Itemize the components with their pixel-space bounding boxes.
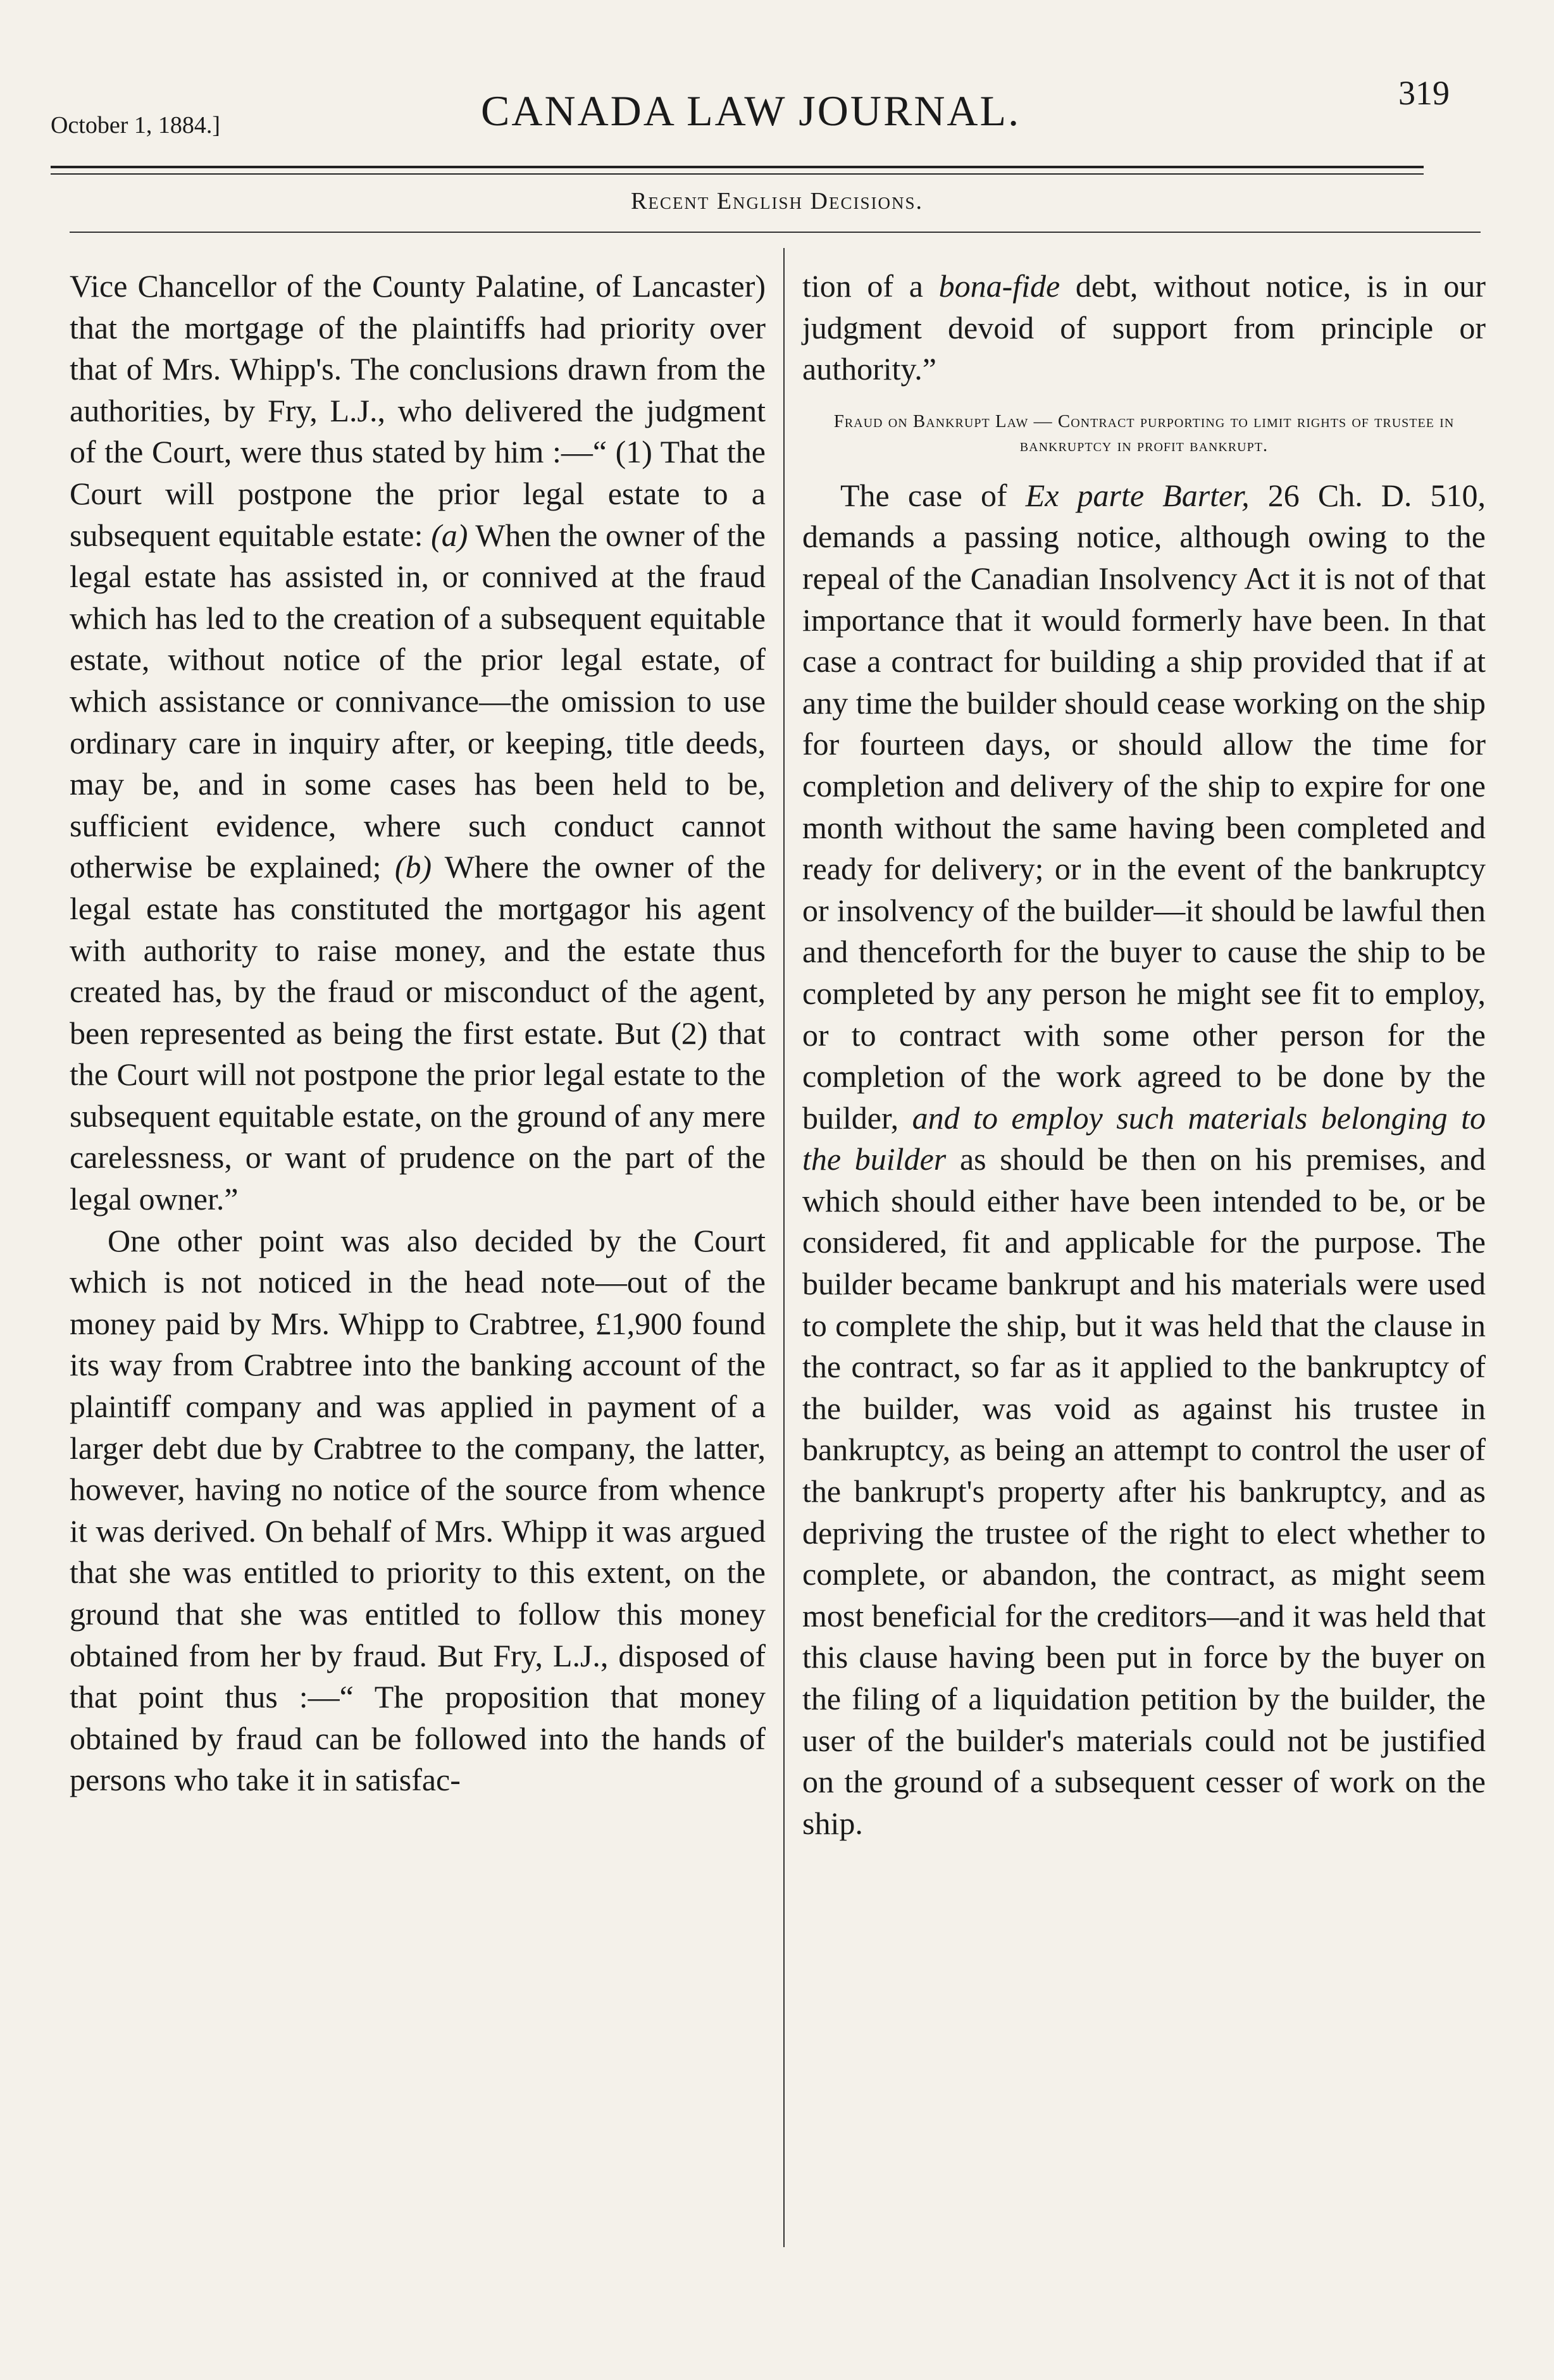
journal-title: CANADA LAW JOURNAL. [481,87,1021,135]
left-p1-mark-a: (a) [431,517,468,553]
header-date: October 1, 1884.] [51,112,221,139]
page-number: 319 [1398,74,1450,112]
right-p1-text-b: debt, without notice, is in our judgment devoid of support from principle or authority.” [802,268,1486,387]
section-title: Recent English Decisions. [631,188,923,214]
right-p1-italic: bona-fide [938,268,1060,304]
left-p1-mark-b: (b) [394,849,432,885]
column-divider [783,248,785,2247]
right-p2-italic: and to employ such materials belonging to the builder [802,1100,1486,1177]
section-rule [70,232,1481,233]
right-p2-text-a: The case of [840,477,1026,513]
left-p1-text-b: When the owner of the legal estate has assisted in, or connived at the fraud which has led to the creation of a subsequent equitable estate, without notice of the prior legal estate, of which assistance or connivance—the omission to use ordinary care in inquiry after, or keeping, title deeds, may be, and in some cases has been held to be, sufficient evidence, where such conduct cannot otherwise be explained; [70,517,766,885]
header-rule-thin [51,173,1424,175]
right-paragraph-1 [802,266,1486,390]
left-p1-text-c: Where the owner of the legal estate has constituted the mortgagor his agent with authority to raise money, and the estate thus created has, by the fraud or misconduct of the agent, been represented as being the first estate. But (2) that the Court will not postpone the prior legal estate to the subsequent equitable estate, on the ground of any mere carelessness, or want of prudence on the part of the legal owner.” [70,849,766,1217]
left-p1-text-a: Vice Chancellor of the County Palatine, of Lancaster) that the mortgage of the plaintiffs had priority over that of Mrs. Whipp's. The conclusions drawn from the authorities, by Fry, L.J., who delivered the judgment of the Court, were thus stated by him :—“ (1) That the Court will postpone the prior legal estate to a subsequent equitable estate: [70,268,766,553]
left-paragraph-1 [70,266,766,1220]
right-p2-text-b: 26 Ch. D. 510, demands a passing notice, although owing to the repeal of the Canadian Insolvency Act it is not of that importance that it would formerly have been. In that case a contract for building a ship provided that if at any time the builder should cease working on the ship for fourteen days, or should allow the time for completion and delivery of the ship to expire for one month without the same having been completed and ready for delivery; or in the event of the bankruptcy or insolvency of the builder—it should be lawful then and thenceforth for the buyer to cause the ship to be completed by any person he might see fit to employ, or to contract with some other person for the completion of the work agreed to be done by the builder, [802,477,1486,1136]
case-name: Ex parte Barter, [1025,477,1250,513]
left-column [70,266,766,1801]
case-subheading: Fraud on Bankrupt Law — Contract purporting to limit rights of trustee in bankruptcy in profit bankrupt. [833,411,1455,456]
right-paragraph-2 [802,475,1486,1845]
left-paragraph-2: One other point was also decided by the Court which is not noticed in the head note—out of the money paid by Mrs. Whipp to Crabtree, £1,900 found its way from Crabtree into the banking account of the plaintiff company and was applied in payment of a larger debt due by Crabtree to the company, the latter, however, having no notice of the source from whence it was derived. On behalf of Mrs. Whipp it was argued that she was entitled to priority to this extent, on the ground that she was entitled to follow this money obtained from her by fraud. But Fry, L.J., disposed of that point thus :—“ The proposition that money obtained by fraud can be followed into the hands of persons who take it in satisfac- [70,1222,766,1798]
header-rule-thick [51,166,1424,168]
right-column [802,266,1486,1844]
right-p1-text-a: tion of a [802,268,939,304]
right-p2-text-c: as should be then on his premises, and which should either have been intended to be, or be considered, fit and applicable for the purpose. The builder became bankrupt and his materials were used to complete the ship, but it was held that the clause in the contract, so far as it applied to the bankruptcy of the builder, was void as against his trustee in bankruptcy, as being an attempt to control the user of the bankrupt's property after his bankruptcy, and as depriving the trustee of the right to elect whether to complete, or abandon, the contract, as might seem most beneficial for the creditors—and it was held that this clause having been put in force by the buyer on the filing of a liquidation petition by the builder, the user of the builder's materials could not be justified on the ground of a subsequent cesser of work on the ship. [802,1141,1486,1841]
